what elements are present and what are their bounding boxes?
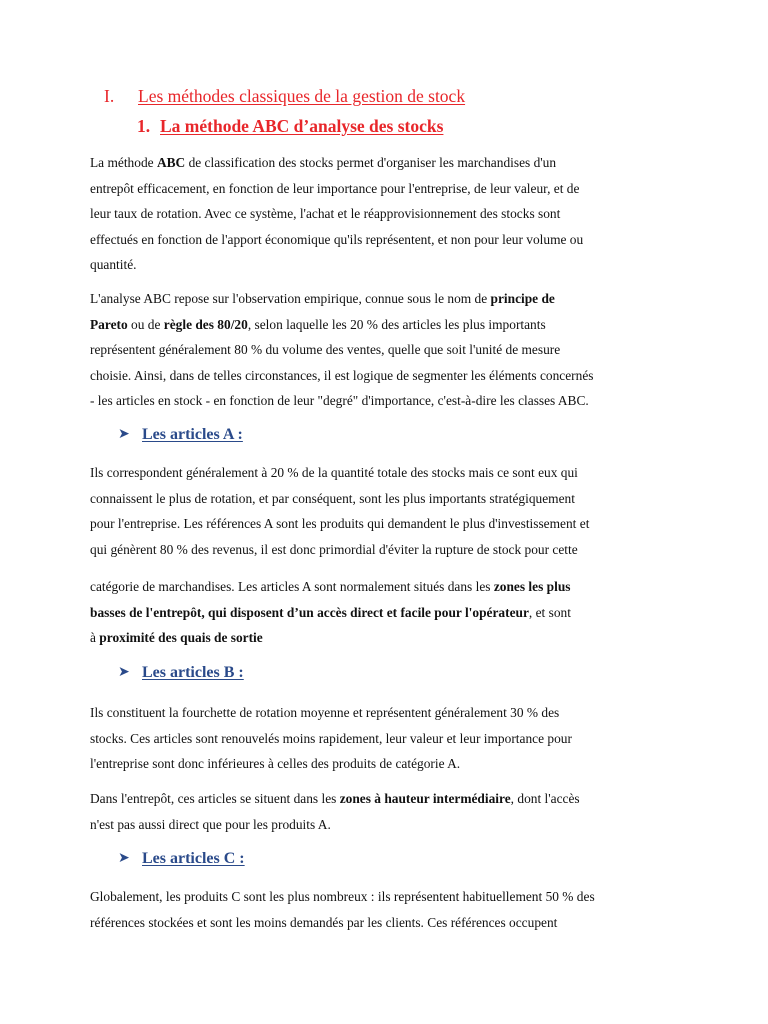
- text-line: à proximité des quais de sortie: [90, 630, 263, 645]
- bullet-articles-c: [118, 850, 245, 868]
- text-line: références stockées et sont les moins demandés par les clients. Ces références occupent: [90, 914, 558, 930]
- bullet-label: Les articles C :: [142, 850, 245, 867]
- text-line: connaissent le plus de rotation, et par conséquent, sont les plus importants stratégiquement: [90, 490, 575, 506]
- text-line: Globalement, les produits C sont les plus nombreux : ils représentent habituellement 50 % des: [90, 889, 595, 904]
- paragraph-articles-a-location: [90, 574, 680, 651]
- bullet-label: Les articles B :: [142, 664, 244, 681]
- text-line: Dans l'entrepôt, ces articles se situent dans les zones à hauteur intermédiaire, dont l'accès: [90, 791, 580, 806]
- text-line: représentent généralement 80 % du volume des ventes, quelle que soit l'unité de mesure: [90, 342, 561, 357]
- text-line: - les articles en stock - en fonction de leur "degré" d'importance, c'est-à-dire les classes ABC.: [90, 393, 589, 408]
- text-line: basses de l'entrepôt, qui disposent d’un accès direct et facile pour l'opérateur, et sont: [90, 604, 571, 620]
- paragraph-articles-b: [90, 700, 680, 777]
- section-title: Les méthodes classiques de la gestion de stock: [138, 86, 466, 106]
- bullet-articles-b: [118, 664, 244, 682]
- text-line: Ils correspondent généralement à 20 % de la quantité totale des stocks mais ce sont eux qui: [90, 465, 578, 480]
- subsection-heading: [137, 116, 443, 137]
- arrow-bullet-icon: ➤: [118, 427, 130, 442]
- bullet-articles-a: [118, 426, 243, 444]
- subsection-number: 1.: [137, 116, 151, 136]
- section-number: I.: [104, 86, 115, 106]
- text-line: leur taux de rotation. Avec ce système, l'achat et le réapprovisionnement des stocks sont: [90, 206, 561, 221]
- text-line: choisie. Ainsi, dans de telles circonstances, il est logique de segmenter les éléments concernés: [90, 367, 594, 383]
- text-line: quantité.: [90, 257, 137, 272]
- text-line: qui génèrent 80 % des revenus, il est donc primordial d'éviter la rupture de stock pour cette: [90, 541, 578, 557]
- text-line: pour l'entreprise. Les références A sont les produits qui demandent le plus d'investissement et: [90, 516, 590, 531]
- text-line: l'entreprise sont donc inférieures à celles des produits de catégorie A.: [90, 756, 461, 771]
- text-line: entrepôt efficacement, en fonction de leur importance pour l'entreprise, de leur valeur, et de: [90, 180, 580, 196]
- text-line: La méthode ABC de classification des stocks permet d'organiser les marchandises d'un: [90, 155, 557, 170]
- text-line: L'analyse ABC repose sur l'observation empirique, connue sous le nom de principe de: [90, 291, 555, 306]
- text-line: Pareto ou de règle des 80/20, selon laquelle les 20 % des articles les plus importants: [90, 316, 546, 332]
- arrow-bullet-icon: ➤: [118, 851, 130, 866]
- text-line: n'est pas aussi direct que pour les produits A.: [90, 816, 331, 832]
- paragraph-pareto: [90, 286, 680, 414]
- paragraph-abc-intro: [90, 150, 680, 278]
- text-line: catégorie de marchandises. Les articles A sont normalement situés dans les zones les plus: [90, 579, 571, 594]
- text-line: Ils constituent la fourchette de rotation moyenne et représentent généralement 30 % des: [90, 705, 560, 720]
- arrow-bullet-icon: ➤: [118, 665, 130, 680]
- paragraph-articles-c: [90, 884, 680, 935]
- paragraph-articles-b-location: [90, 786, 680, 837]
- subsection-title: La méthode ABC d’analyse des stocks: [160, 116, 444, 136]
- bullet-label: Les articles A :: [142, 426, 243, 443]
- text-line: stocks. Ces articles sont renouvelés moins rapidement, leur valeur et leur importance pour: [90, 730, 572, 746]
- section-heading: [104, 86, 465, 107]
- text-line: effectués en fonction de l'apport économique qu'ils représentent, et non pour leur volume ou: [90, 231, 584, 247]
- paragraph-articles-a: [90, 460, 680, 562]
